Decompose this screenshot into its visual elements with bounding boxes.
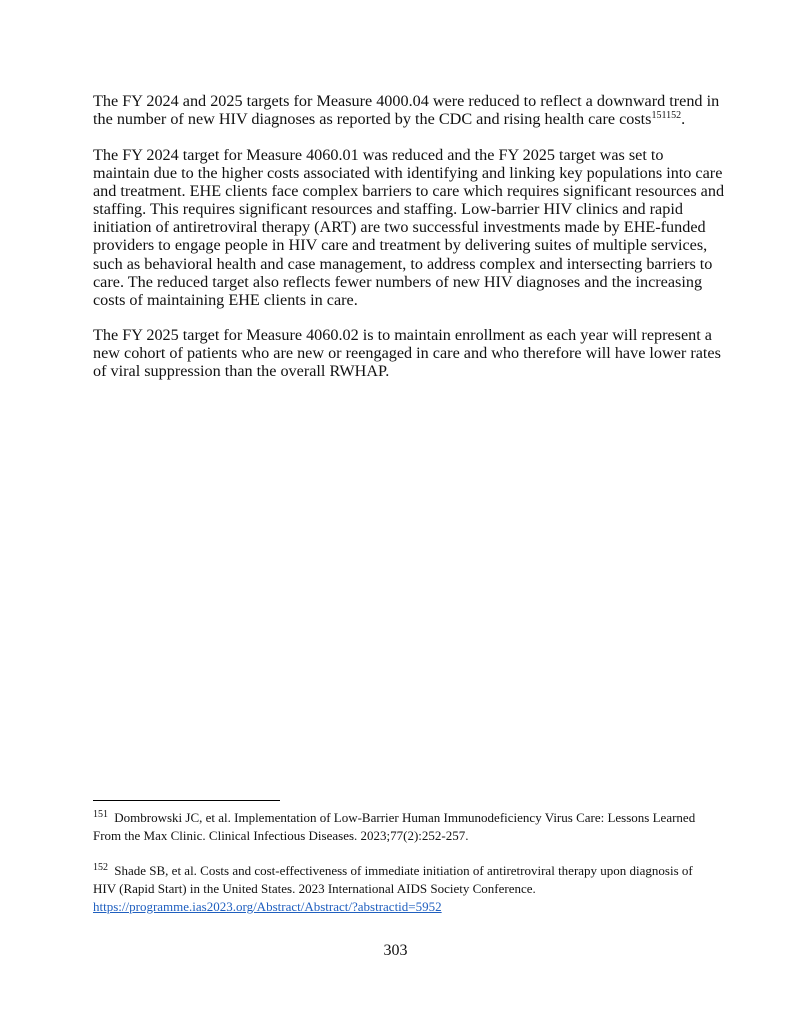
footnote-separator <box>93 800 280 801</box>
paragraph-measure-4060-01 <box>93 146 725 309</box>
text-line: The FY 2024 target for Measure 4060.01 was reduced and the FY 2025 target was set to <box>93 146 664 164</box>
paragraph-measure-4060-02 <box>93 326 721 381</box>
text-line <box>93 862 713 880</box>
footnote-ref[interactable]: 151152 <box>651 110 682 122</box>
text-line: maintain due to the higher costs associated with identifying and linking key populations into care <box>93 164 723 183</box>
text-line: The FY 2024 and 2025 targets for Measure 4000.04 were reduced to reflect a downward trend in <box>93 92 720 110</box>
footnote-152 <box>93 862 713 916</box>
text-line: of viral suppression than the overall RWHAP. <box>93 362 390 381</box>
text-line <box>93 110 713 128</box>
text-segment: Shade SB, et al. Costs and cost-effectiveness of immediate initiation of antiretroviral therapy upon diagnosis of <box>114 863 693 878</box>
footnote-number: 152 <box>93 862 108 873</box>
reference-link[interactable]: https://programme.ias2023.org/Abstract/Abstract/?abstractid=5952 <box>93 899 442 914</box>
text-line: and treatment. EHE clients face complex barriers to care which requires significant resources and <box>93 182 725 201</box>
text-line: providers to engage people in HIV care and treatment by delivering suites of multiple services, <box>93 236 708 255</box>
text-line: costs of maintaining EHE clients in care. <box>93 290 358 309</box>
text-line: such as behavioral health and case management, to address complex and intersecting barriers to <box>93 254 713 273</box>
footnote-number: 151 <box>93 809 108 820</box>
text-segment: . <box>681 110 686 129</box>
text-line: staffing. This requires significant resources and staffing. Low-barrier HIV clinics and rapid <box>93 200 683 219</box>
text-segment: the number of new HIV diagnoses as reported by the CDC and rising health care costs <box>93 110 652 129</box>
text-line <box>93 898 713 916</box>
paragraph-measure-4000-04 <box>93 92 720 129</box>
text-line: The FY 2025 target for Measure 4060.02 is to maintain enrollment as each year will represent a <box>93 326 712 344</box>
text-line: From the Max Clinic. Clinical Infectious Diseases. 2023;77(2):252-257. <box>93 828 469 843</box>
text-line: new cohort of patients who are new or reengaged in care and who therefore will have lower rates <box>93 344 721 363</box>
text-line: HIV (Rapid Start) in the United States. 2023 International AIDS Society Conference. <box>93 881 536 896</box>
text-line: initiation of antiretroviral therapy (ART) are two successful investments made by EHE-funded <box>93 218 706 237</box>
footnote-151 <box>93 809 713 845</box>
text-line: care. The reduced target also reflects fewer numbers of new HIV diagnoses and the increasing <box>93 272 703 291</box>
page-number: 303 <box>383 942 408 959</box>
text-segment: Dombrowski JC, et al. Implementation of Low-Barrier Human Immunodeficiency Virus Care: Lessons Learned <box>114 810 696 825</box>
text-line <box>93 809 713 827</box>
